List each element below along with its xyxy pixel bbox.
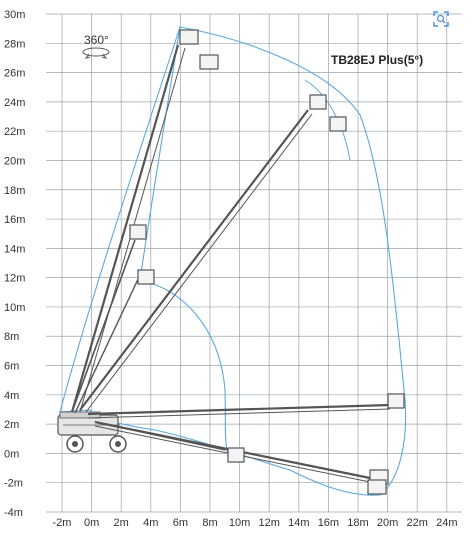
x-axis-label: 16m — [317, 517, 340, 529]
y-axis-label: 12m — [4, 272, 26, 285]
grid — [46, 14, 462, 512]
x-axis-label: 20m — [376, 517, 399, 529]
y-axis-label: 10m — [4, 301, 26, 314]
y-axis-label: 20m — [4, 155, 26, 168]
y-axis-label: 26m — [4, 67, 26, 80]
y-axis-label: 8m — [4, 331, 20, 344]
y-axis-label: 24m — [4, 96, 26, 109]
y-axis-label: 18m — [4, 184, 26, 197]
x-axis-label: 18m — [347, 517, 369, 529]
expand-icon[interactable] — [432, 10, 450, 28]
y-axis-label: 6m — [4, 360, 20, 373]
y-axis-labels — [4, 9, 25, 519]
y-axis-label: 22m — [4, 126, 26, 139]
x-axis-label: 4m — [143, 517, 159, 529]
y-axis-label: 16m — [4, 214, 26, 227]
inner-envelope — [140, 27, 228, 455]
rotation-icon — [83, 48, 109, 58]
x-axis-label: 14m — [288, 517, 310, 529]
y-axis-label: 4m — [4, 389, 20, 402]
x-axis-label: 6m — [172, 517, 189, 529]
y-axis-label: 30m — [4, 9, 26, 21]
boom-positions — [72, 45, 390, 482]
x-axis-label: 12m — [258, 517, 280, 529]
x-axis-label: 24m — [436, 517, 458, 529]
x-axis-label: 22m — [406, 517, 428, 529]
y-axis-label: 28m — [4, 38, 26, 51]
y-axis-label: -2m — [4, 477, 23, 490]
rotation-label: 360° — [84, 33, 109, 47]
x-axis-label: -2m — [52, 517, 72, 529]
y-axis-label: 2m — [4, 419, 20, 432]
x-axis-label: 10m — [228, 517, 251, 529]
x-axis-label: 0m — [83, 517, 100, 529]
diagram-title: TB28EJ Plus(5°) — [331, 53, 424, 67]
y-axis-label: 0m — [4, 448, 20, 461]
y-axis-label: 14m — [4, 243, 26, 256]
x-axis-labels — [53, 517, 458, 529]
y-axis-label: -4m — [4, 507, 23, 519]
x-axis-label: 2m — [113, 517, 129, 529]
x-axis-label: 8m — [202, 517, 218, 529]
